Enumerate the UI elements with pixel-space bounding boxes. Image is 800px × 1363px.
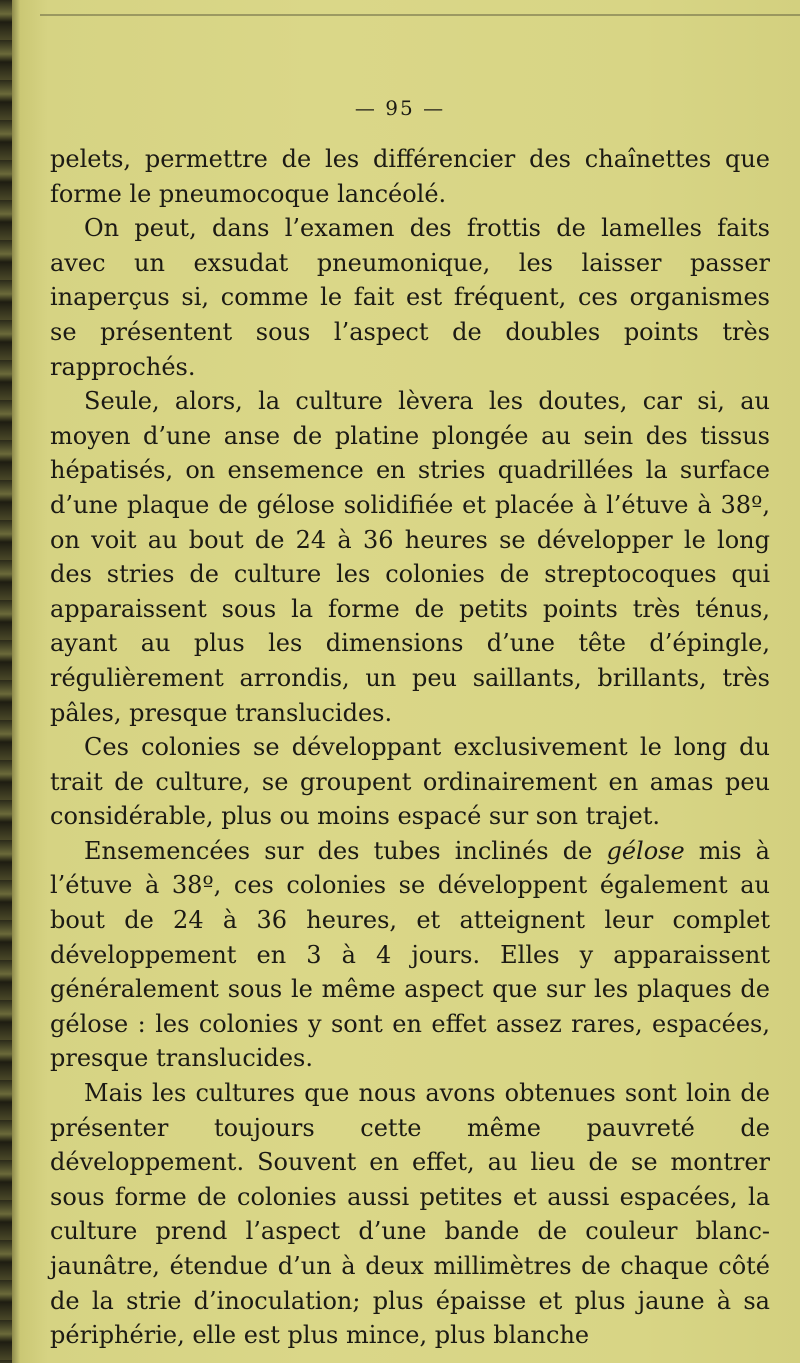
paragraph-4: Ces colonies se développant exclusivement le long du trait de culture, se groupent ordinairement en amas peu considérable, plus ou moins espacé sur son trajet. <box>50 733 770 831</box>
binding-shadow <box>12 0 20 1363</box>
page-number-header: — 95 — <box>354 96 446 120</box>
page-top-rule <box>40 14 800 16</box>
paragraph-5-after: mis à l’étuve à 38º, ces colonies se développent également au bout de 24 à 36 heures, et atteignent leur complet développement en 3 à 4 jours. Elles y apparaissent généralement sous le même aspect que sur les plaques de gélose : les colonies y sont en effet assez rares, espacées, presque translucides. <box>50 836 770 1073</box>
paragraph-1: pelets, permettre de les différencier des chaînettes que forme le pneumocoque lancéolé. <box>50 145 770 208</box>
paragraph-3: Seule, alors, la culture lèvera les doutes, car si, au moyen d’une anse de platine plongée au sein des tissus hépatisés, on ensemence en stries quadrillées la surface d’une plaque de gélose solidifiée et placée à l’étuve à 38º, on voit au bout de 24 à 36 heures se développer le long des stries de culture les colonies de streptocoques qui apparaissent sous la forme de petits points très ténus, ayant au plus les dimensions d’une tête d’épingle, régulièrement arrondis, un peu saillants, brillants, très pâles, presque translucides. <box>50 387 770 727</box>
book-binding <box>0 0 12 1363</box>
paragraph-6: Mais les cultures que nous avons obtenues sont loin de présenter toujours cette même pauvreté de développement. Souvent en effet, au lieu de se montrer sous forme de colonies aussi petites et aussi espacées, la culture prend l’aspect d’une bande de couleur blanc-jaunâtre, étendue d’un à deux millimètres de chaque côté de la strie d’inoculation; plus épaisse et plus jaune à sa périphérie, elle est plus mince, plus blanche <box>50 1079 770 1350</box>
paragraph-5 <box>50 834 770 1076</box>
body-text <box>50 142 770 1353</box>
paragraph-2: On peut, dans l’examen des frottis de lamelles faits avec un exsudat pneumonique, les laisser passer inaperçus si, comme le fait est fréquent, ces organismes se présentent sous l’aspect de doubles points très rapprochés. <box>50 214 770 381</box>
paragraph-5-italic: gélose <box>606 836 685 865</box>
paragraph-5-before: Ensemencées sur des tubes inclinés de <box>84 836 607 865</box>
